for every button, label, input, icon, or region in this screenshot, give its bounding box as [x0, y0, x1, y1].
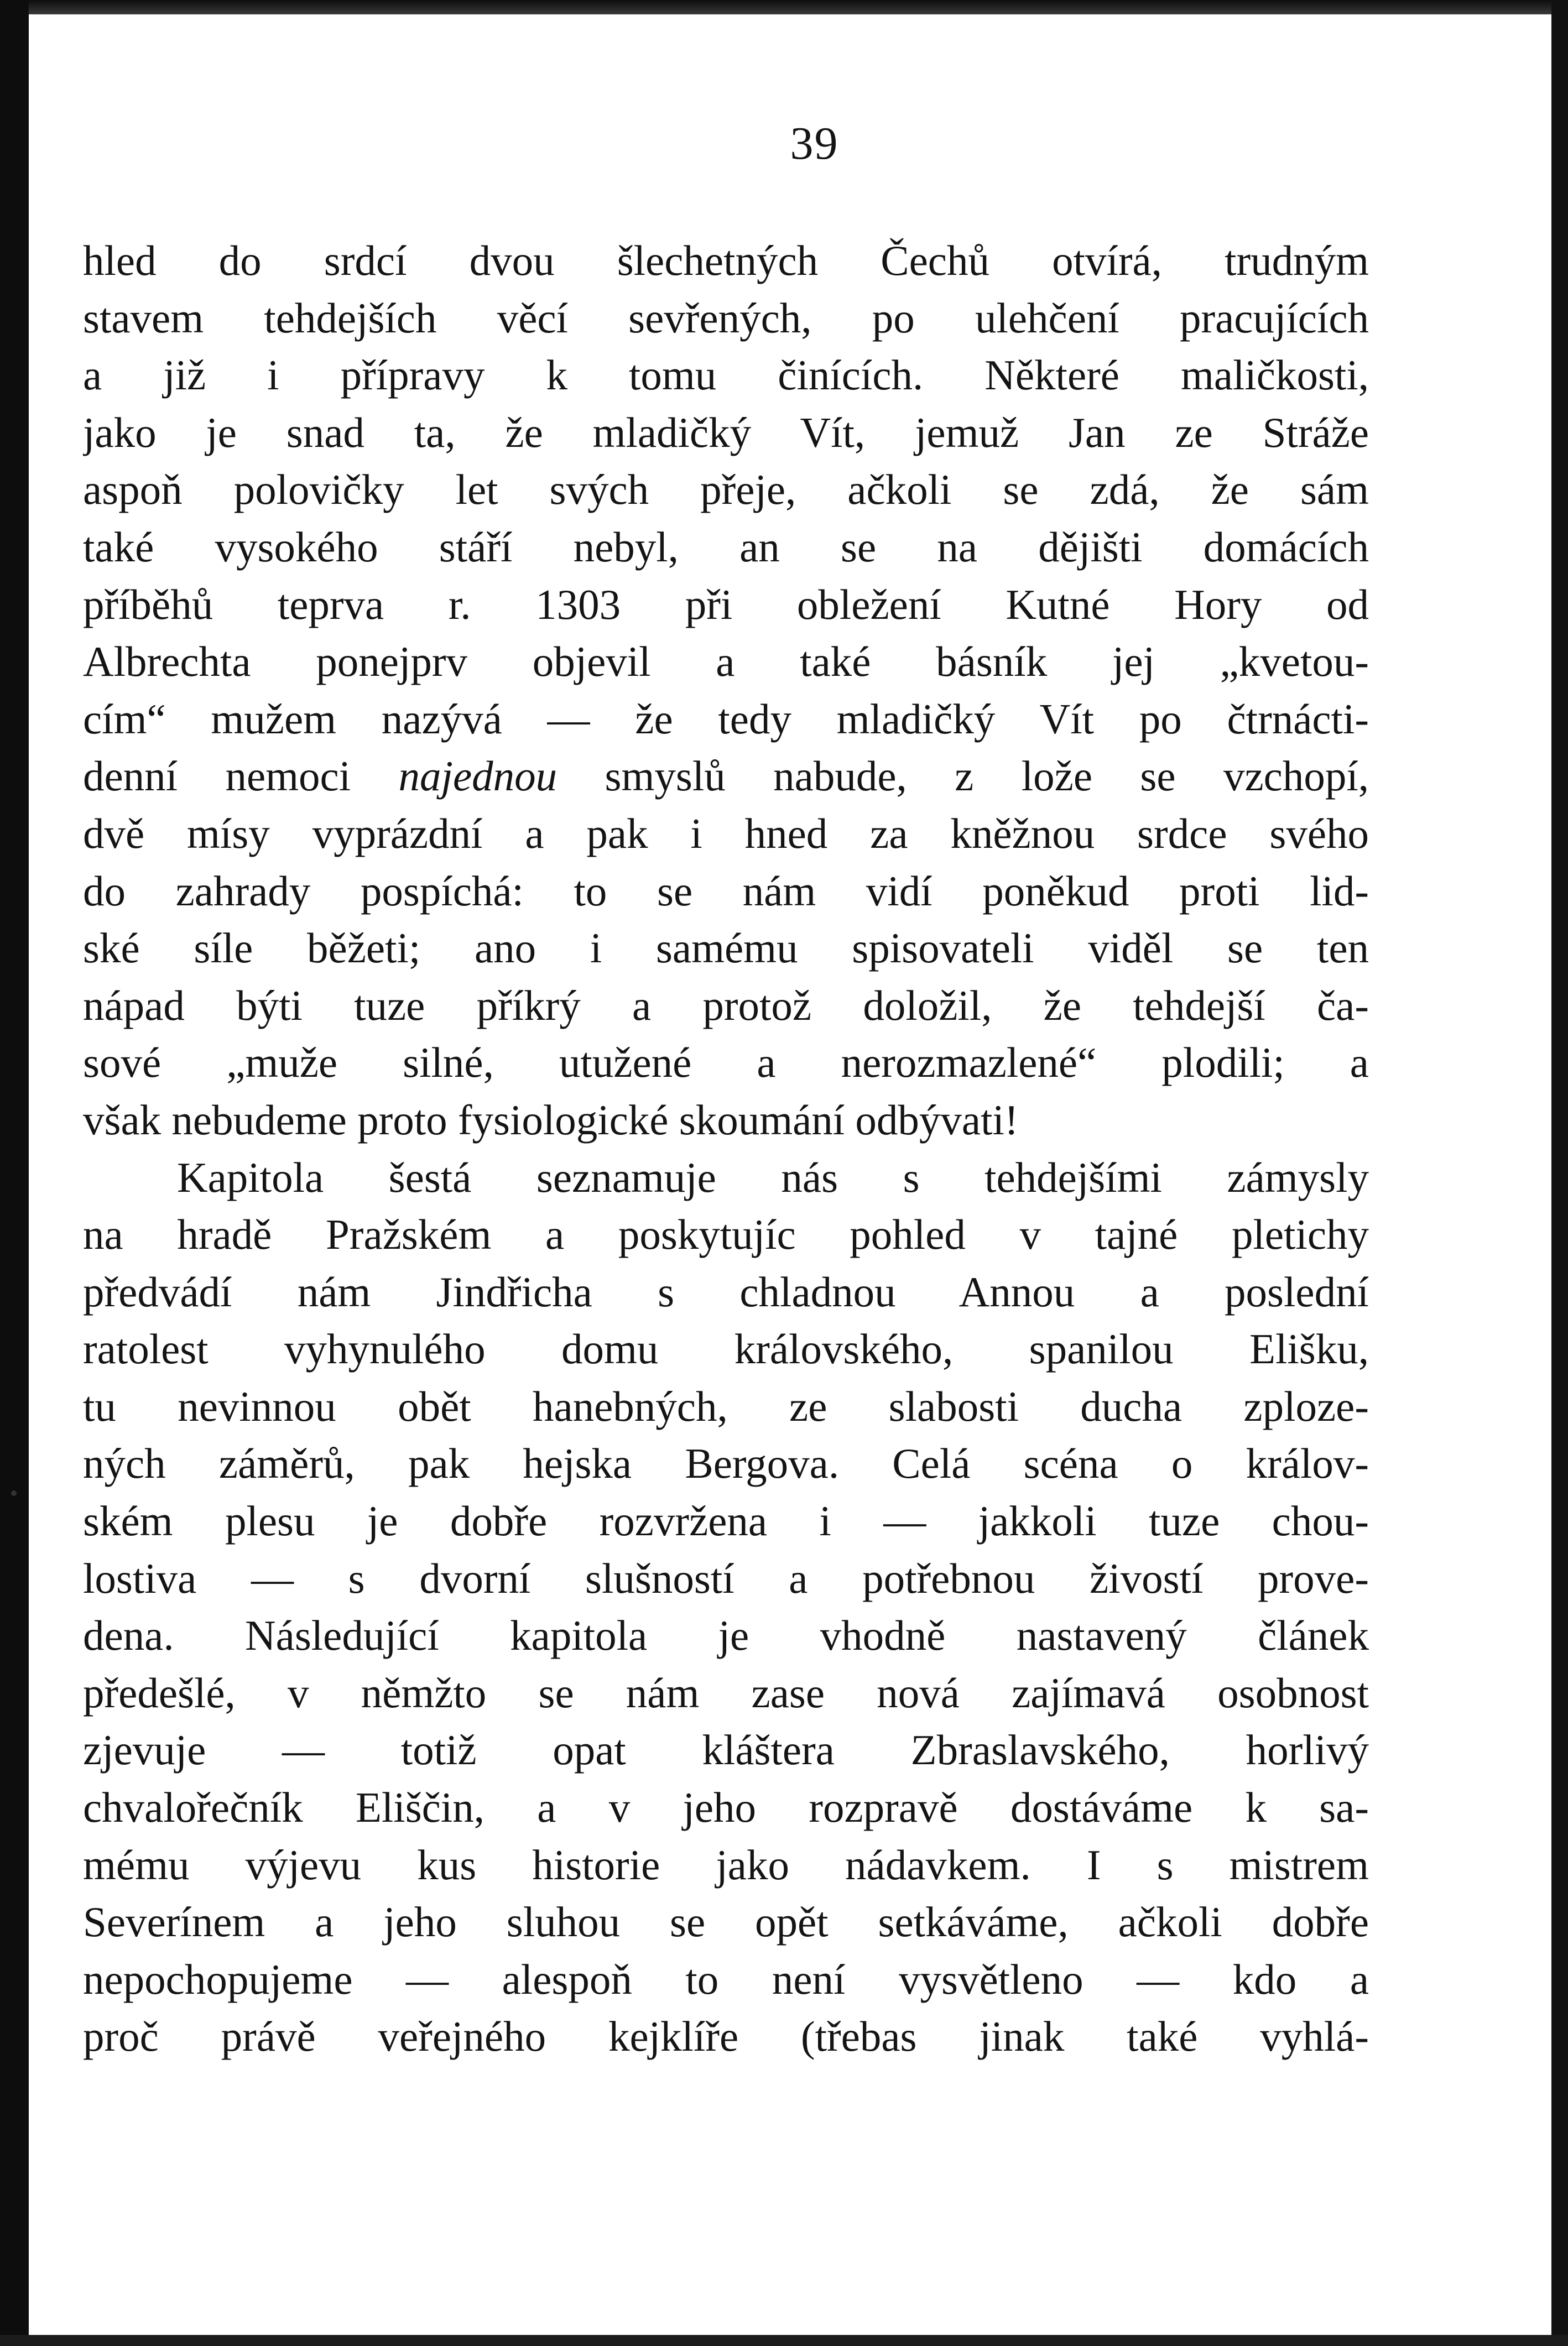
text-line: aspoň polovičky let svých přeje, ačkoli se zdá, že sám [83, 466, 1369, 514]
text-line: tu nevinnou obět hanebných, ze slabosti ducha zploze- [83, 1382, 1369, 1430]
text-line: jako je snad ta, že mladičký Vít, jemuž Jan ze Stráže [83, 408, 1369, 456]
text-line: stavem tehdejších věcí sevřených, po ulehčení pracujících [83, 294, 1369, 342]
text-line: zjevuje — totiž opat kláštera Zbraslavského, horlivý [83, 1726, 1369, 1774]
text-line: Albrechta ponejprv objevil a také básník jej „kvetou- [83, 638, 1369, 686]
text-line: proč právě veřejného kejklíře (třebas jinak také vyhlá- [83, 2013, 1369, 2061]
text-line: ské síle běžeti; ano i samému spisovateli viděl se ten [83, 924, 1369, 972]
text-line: nápad býti tuze příkrý a protož doložil, že tehdejší ča- [83, 981, 1369, 1029]
paragraph-end-line: však nebudeme proto fysiologické skoumání odbývati! [83, 1096, 1019, 1144]
emphasized-word: najednou [398, 752, 558, 800]
scan-border-right [1551, 0, 1568, 2346]
text-line: dena. Následující kapitola je vhodně nastavený článek [83, 1612, 1369, 1660]
text-line: ském plesu je dobře rozvržena i — jakkoli tuze chou- [83, 1497, 1369, 1545]
text-line: ných záměrů, pak hejska Bergova. Celá scéna o králov- [83, 1440, 1369, 1488]
text-line: příběhů teprva r. 1303 při obležení Kutné Hory od [83, 580, 1369, 628]
text-line: denní nemoci najednou smyslů nabude, z lože se vzchopí, [83, 752, 1369, 800]
body-text [83, 232, 1369, 2066]
text-line: také vysokého stáří nebyl, an se na dějišti domácích [83, 523, 1369, 571]
scan-border-top [0, 0, 1568, 14]
text-line: do zahrady pospíchá: to se nám vidí poněkud proti lid- [83, 867, 1369, 915]
text-line: předvádí nám Jindřicha s chladnou Annou a poslední [83, 1268, 1369, 1316]
text-line: předešlé, v němžto se nám zase nová zajímavá osobnost [83, 1669, 1369, 1717]
text-line: chvalořečník Eliščin, a v jeho rozpravě dostáváme k sa- [83, 1784, 1369, 1832]
scan-border-bottom [0, 2335, 1568, 2346]
text-line: a již i přípravy k tomu činících. Některé maličkosti, [83, 351, 1369, 399]
text-line: dvě mísy vyprázdní a pak i hned za kněžnou srdce svého [83, 809, 1369, 857]
scan-border-left [0, 0, 29, 2346]
text-line: ratolest vyhynulého domu královského, spanilou Elišku, [83, 1325, 1369, 1373]
text-line: sové „muže silné, utužené a nerozmazlené“ plodili; a [83, 1039, 1369, 1087]
page-number: 39 [790, 118, 839, 169]
text-line: Severínem a jeho sluhou se opět setkáváme, ačkoli dobře [83, 1898, 1369, 1946]
text-line: cím“ mužem nazývá — že tedy mladičký Vít po čtrnácti- [83, 695, 1369, 743]
text-line: hled do srdcí dvou šlechetných Čechů otvírá, trudným [83, 237, 1369, 284]
text-line: nepochopujeme — alespoň to není vysvětleno — kdo a [83, 1955, 1369, 2003]
scan-speck [11, 1490, 17, 1496]
paragraph-start-line: Kapitola šestá seznamuje nás s tehdejšími zámysly [177, 1153, 1369, 1201]
text-line: mému výjevu kus historie jako nádavkem. I s mistrem [83, 1841, 1369, 1889]
text-line: na hradě Pražském a poskytujíc pohled v tajné pletichy [83, 1211, 1369, 1259]
text-line: lostiva — s dvorní slušností a potřebnou živostí prove- [83, 1554, 1369, 1602]
